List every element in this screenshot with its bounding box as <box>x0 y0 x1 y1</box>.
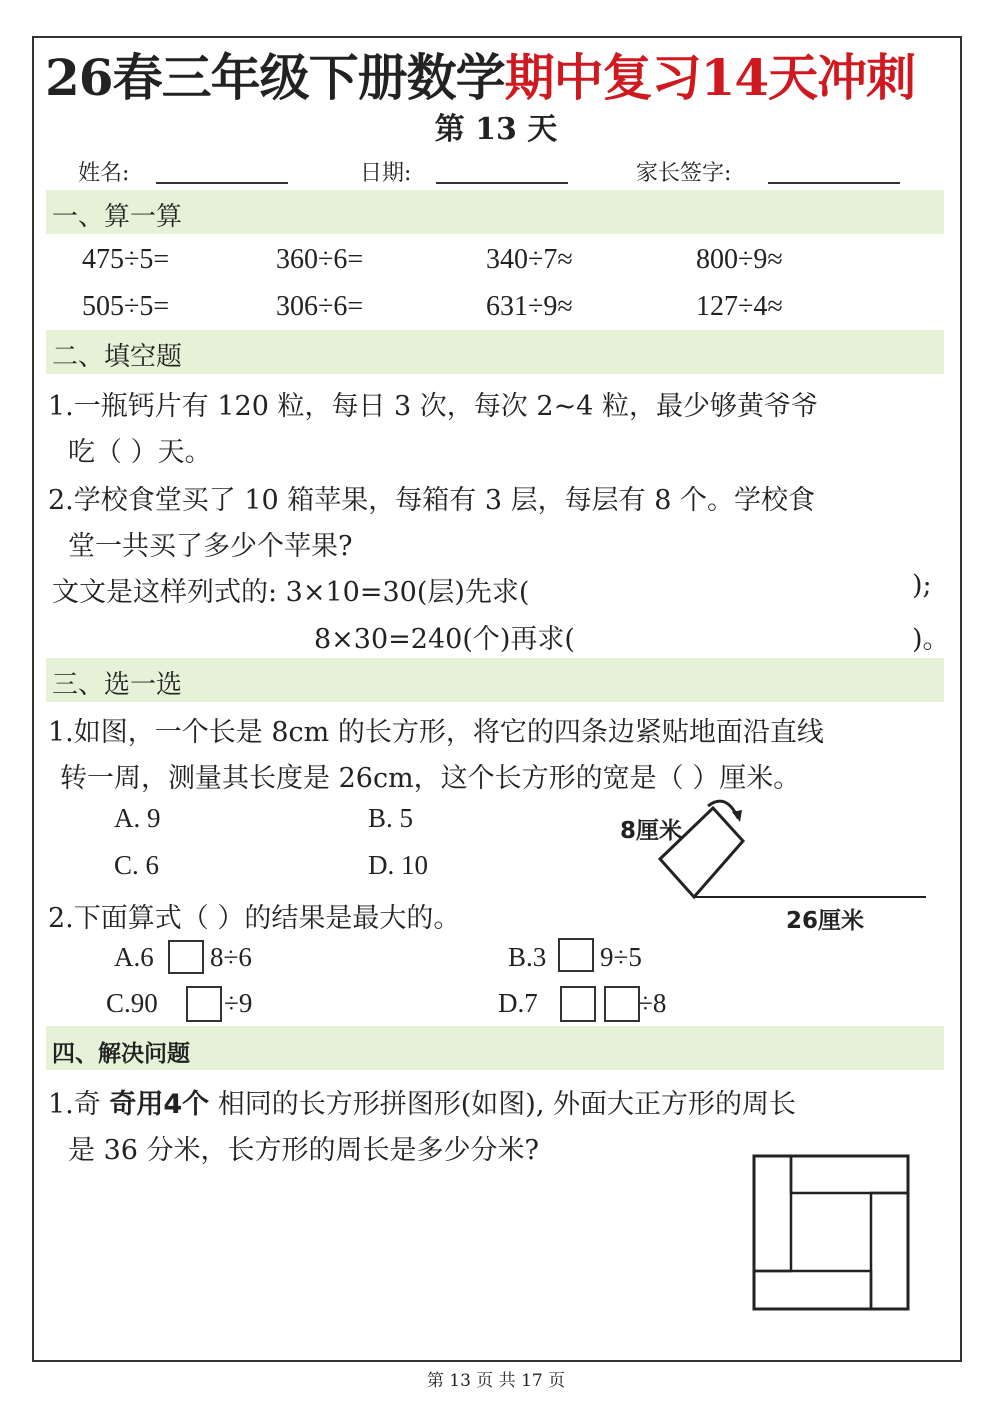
section-3-header: 三、选一选 <box>46 658 944 702</box>
question-text: ); <box>912 570 932 601</box>
calc-problem: 340÷7≈ <box>486 244 573 275</box>
calc-problem: 800÷9≈ <box>696 244 783 275</box>
option-b-prefix[interactable]: B.3 <box>508 942 547 972</box>
choice-option[interactable]: D. 10 <box>368 850 428 880</box>
question-text: 转一周，测量其长度是 26cm，这个长方形的宽是（ ）厘米。 <box>60 763 801 794</box>
question-text: 1.如图，一个长是 8cm 的长方形，将它的四条边紧贴地面沿直线 <box>48 717 824 748</box>
name-field[interactable] <box>156 182 288 184</box>
parent-signature-label: 家长签字: <box>636 161 732 186</box>
option-a-prefix[interactable]: A.6 <box>114 942 154 972</box>
blank-box[interactable] <box>186 986 222 1022</box>
arrow-head-icon <box>732 810 742 822</box>
section-4-header: 四、解决问题 <box>46 1026 944 1070</box>
calc-problem: 360÷6= <box>276 244 364 275</box>
choice-option[interactable]: A. 9 <box>114 803 161 833</box>
calc-problem: 505÷5= <box>82 291 170 322</box>
calc-problem: 475÷5= <box>82 244 170 275</box>
option-a-suffix: 8÷6 <box>210 942 252 972</box>
calc-problem: 127÷4≈ <box>696 291 783 322</box>
question-text: 2.下面算式（ ）的结果是最大的。 <box>48 903 461 934</box>
question-text: 1.一瓶钙片有 120 粒，每日 3 次，每次 2~4 粒，最少够黄爷爷 <box>48 391 818 422</box>
calc-problem: 306÷6= <box>276 291 364 322</box>
parent-signature-field[interactable] <box>768 182 900 184</box>
inner-rectangle <box>871 1193 908 1309</box>
blank-box[interactable] <box>560 986 596 1022</box>
option-b-suffix: 9÷5 <box>600 942 642 972</box>
section-2-header: 二、填空题 <box>46 330 944 374</box>
question-text: )。 <box>912 624 950 655</box>
inner-rectangle <box>791 1156 908 1193</box>
question-text: 1.奇 奇用4个 相同的长方形拼图形(如图), 外面大正方形的周长 <box>48 1089 796 1120</box>
question-text: 文文是这样列式的: 3×10=30(层)先求( <box>52 577 530 608</box>
question-text: 8×30=240(个)再求( <box>314 624 575 655</box>
square-rectangles-figure <box>748 1150 914 1316</box>
date-field[interactable] <box>436 182 568 184</box>
question-text: 吃（ ）天。 <box>68 437 212 468</box>
blank-box[interactable] <box>558 938 594 972</box>
day-subtitle: 第 13 天 <box>434 112 558 147</box>
name-label: 姓名: <box>78 161 130 186</box>
worksheet-title-highlight: 期中复习14天冲刺 <box>504 48 916 107</box>
question-text: 堂一共买了多少个苹果? <box>68 531 353 562</box>
option-c-suffix: ÷9 <box>224 988 253 1018</box>
option-c-prefix[interactable]: C.90 <box>106 988 158 1018</box>
question-text: 2.学校食堂买了 10 箱苹果，每箱有 3 层，每层有 8 个。学校食 <box>48 485 815 516</box>
page-number: 第 13 页 共 17 页 <box>426 1371 566 1391</box>
choice-option[interactable]: C. 6 <box>114 850 160 880</box>
question-text: 是 36 分米，长方形的周长是多少分米? <box>68 1135 539 1166</box>
inner-rectangle <box>754 1271 871 1309</box>
choice-option[interactable]: B. 5 <box>368 803 414 833</box>
figure-label-width: 8厘米 <box>620 818 683 844</box>
date-label: 日期: <box>360 161 412 186</box>
calc-problem: 631÷9≈ <box>486 291 573 322</box>
option-d-suffix: ÷8 <box>638 988 667 1018</box>
figure-label-length: 26厘米 <box>786 908 865 934</box>
section-1-header: 一、算一算 <box>46 190 944 234</box>
option-d-prefix[interactable]: D.7 <box>498 988 538 1018</box>
question-emphasis: 奇用4个 <box>109 1089 210 1120</box>
blank-box[interactable] <box>604 986 640 1022</box>
worksheet-title: 26春三年级下册数学期中复习14天冲刺 <box>45 48 916 107</box>
outer-square <box>754 1156 908 1309</box>
blank-box[interactable] <box>168 940 204 974</box>
inner-rectangle <box>754 1156 791 1271</box>
